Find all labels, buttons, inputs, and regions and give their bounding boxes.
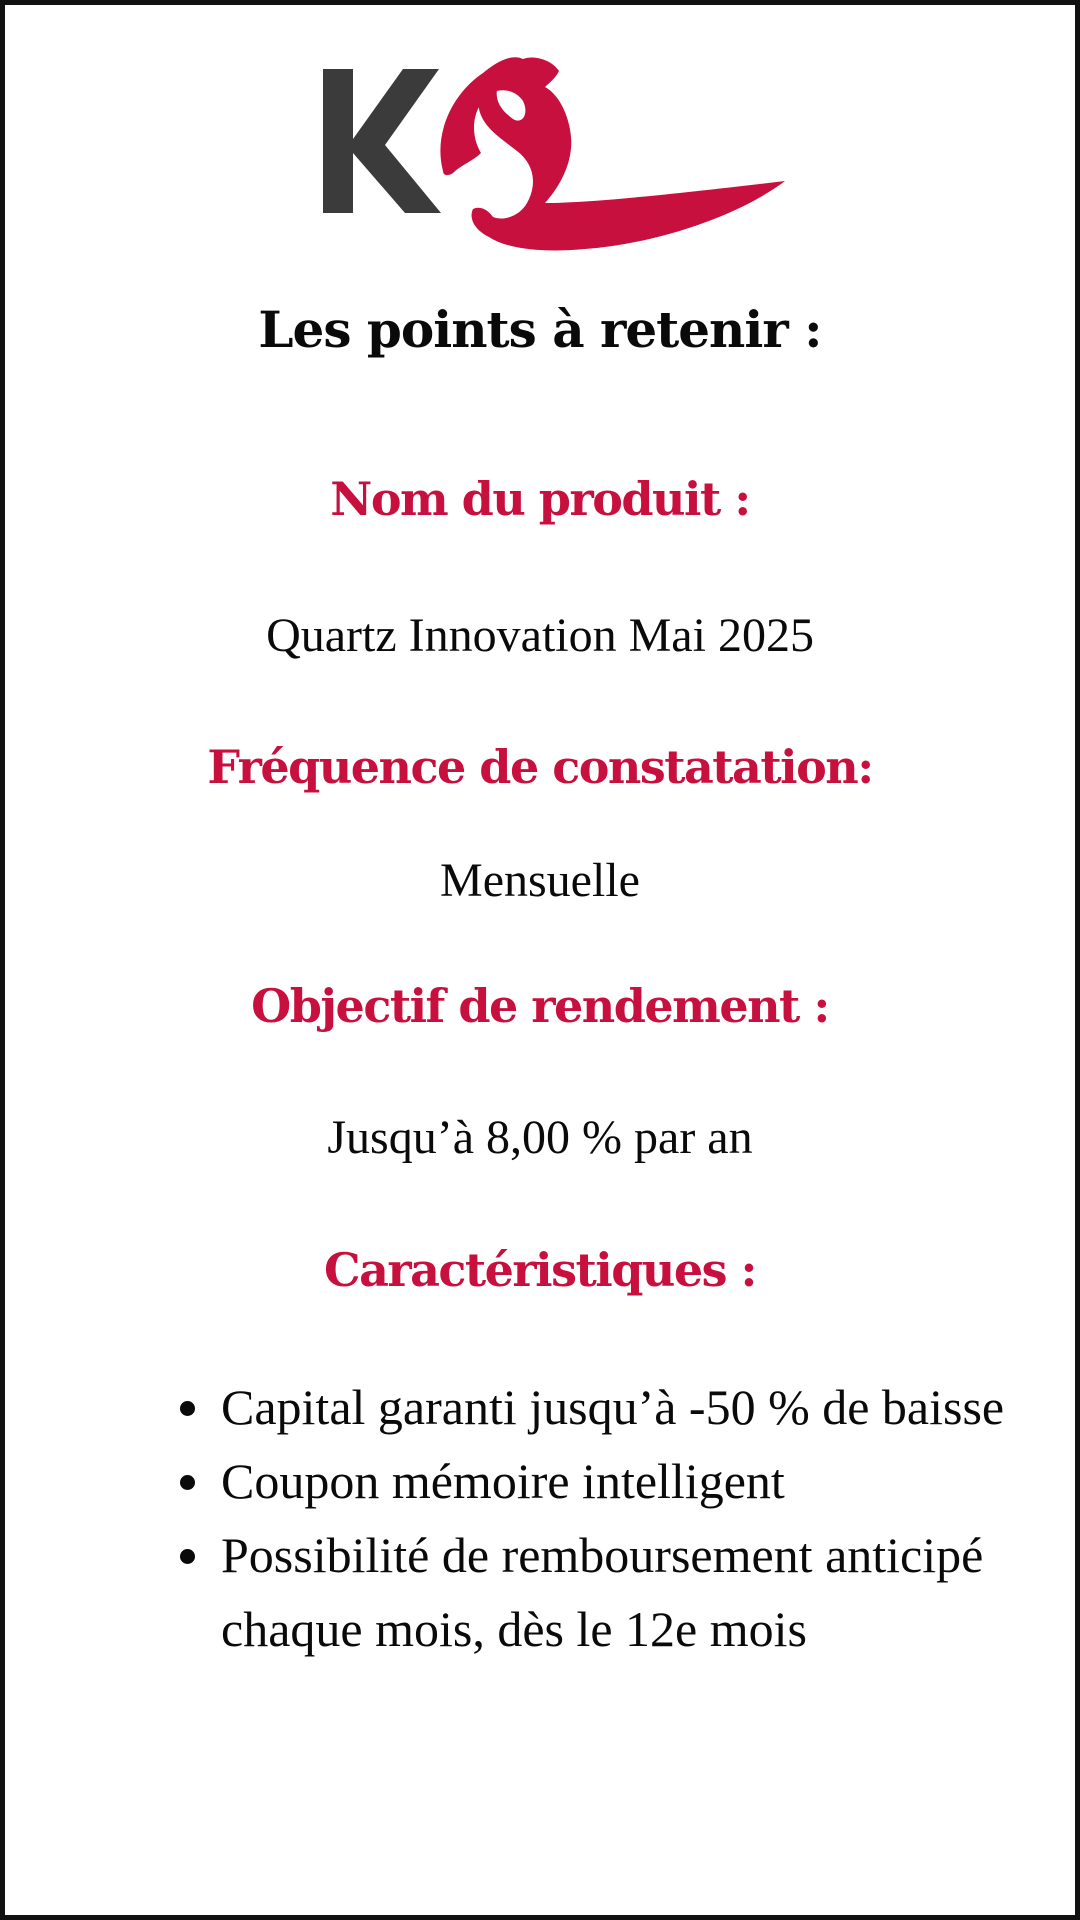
feature-item: • Possibilité de remboursement anticipé chaque mois, dès le 12e mois [217,1518,1017,1666]
observation-frequency-label: Fréquence de constatation: [207,740,873,794]
product-name-value: Quartz Innovation Mai 2025 [266,609,814,662]
feature-item: • Capital garanti jusqu’à -50 % de baisse [217,1370,1017,1444]
logo-seahorse-shape [440,57,785,250]
product-name-label: Nom du produit : [330,472,750,526]
yield-target-value: Jusqu’à 8,00 % par an [327,1111,753,1164]
logo-letter-k [323,69,441,213]
feature-item: • Coupon mémoire intelligent [217,1444,1017,1518]
yield-target-label: Objectif de rendement : [251,979,829,1033]
features-list [175,1370,1017,1666]
observation-frequency-value: Mensuelle [440,854,640,907]
features-label: Caractéristiques : [323,1243,757,1297]
page-title: Les points à retenir : [258,300,822,359]
ks-logo-icon [323,53,787,253]
